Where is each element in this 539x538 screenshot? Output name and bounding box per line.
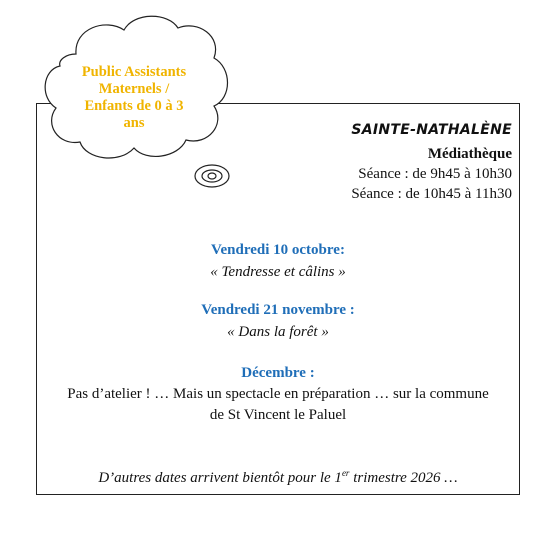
event-title: « Tendresse et câlins » <box>210 264 346 280</box>
footer-superscript: er <box>341 468 350 478</box>
event-description: de St Vincent le Paluel <box>209 407 347 423</box>
session-time: Séance : de 9h45 à 10h30 <box>358 166 512 182</box>
cloud-line: Public Assistants <box>81 64 187 80</box>
venue-name: Médiathèque <box>427 146 512 162</box>
event-date: Vendredi 21 novembre : <box>201 302 355 318</box>
footer-text: D’autres dates arrivent bientôt pour le 1 <box>98 470 342 486</box>
footer-text: trimestre 2026 … <box>349 470 458 486</box>
cloud-title <box>64 64 204 132</box>
footer-note <box>36 469 520 488</box>
cloud-line: Enfants de 0 à 3 <box>84 98 184 114</box>
event-date: Vendredi 10 octobre: <box>211 242 345 258</box>
session-time: Séance : de 10h45 à 11h30 <box>351 186 512 202</box>
event-title: « Dans la forêt » <box>227 324 329 340</box>
cloud-line: ans <box>123 115 145 131</box>
city-name: SAINTE-NATHALÈNE <box>351 122 512 138</box>
event-description: Pas d’atelier ! … Mais un spectacle en préparation … sur la commune <box>67 386 489 402</box>
cloud-line: Maternels / <box>98 81 170 97</box>
event-date: Décembre : <box>241 365 315 381</box>
